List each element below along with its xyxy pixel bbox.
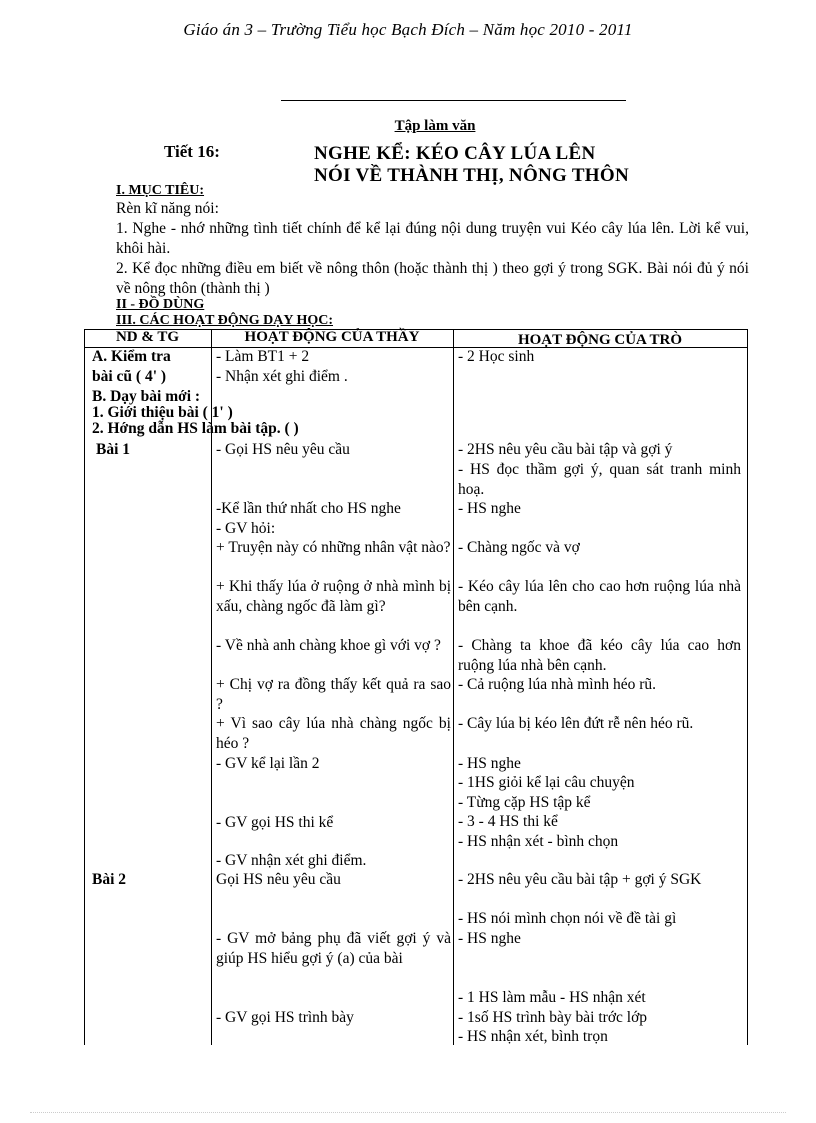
student-r9: - Cây lúa bị kéo lên đứt rễ nên héo rũ. [458,715,694,732]
objective-1: 1. Nghe - nhớ những tình tiết chính để kể lại đúng nội dung truyện vui Kéo cây lúa lên. Lời kể vui, khôi hài. [116,220,749,257]
teacher-r14: Gọi HS nêu yêu cầu [216,871,341,888]
student-r10: - HS nghe [458,755,521,772]
col1-new-lesson: B. Dạy bài mới : [92,388,201,405]
teacher-r2: - Nhận xét ghi điểm . [216,368,348,385]
teacher-r10: + Vì sao cây lúa nhà chàng ngốc bị héo ? [216,715,451,752]
student-r13: - 3 - 4 HS thi kể [458,813,558,830]
teacher-r1: - Làm BT1 + 2 [216,348,310,365]
student-r16: - HS nói mình chọn nói về đề tài gì [458,910,677,927]
activities-table [84,329,748,1045]
teacher-r3: - Gọi HS nêu yêu cầu [216,441,350,458]
col1-guide: 2. Hớng dẫn HS làm bài tập. ( ) [92,420,299,437]
objectives-intro: Rèn kĩ năng nói: [116,200,219,217]
teacher-r8: - Về nhà anh chàng khoe gì với vợ ? [216,637,441,654]
col1-exercise-2: Bài 2 [92,871,127,888]
student-r2: - 2HS nêu yêu cầu bài tập và gợi ý [458,441,673,458]
teacher-r16: - GV gọi HS trình bày [216,1009,354,1026]
subject-title: Tập làm văn [394,118,476,134]
student-r8: - Cả ruộng lúa nhà mình héo rũ. [458,676,657,693]
student-r14: - HS nhận xét - bình chọn [458,833,619,850]
header-student-activity: HOẠT ĐỘNG CỦA TRÒ [517,332,683,348]
section-objectives: I. MỤC TIÊU: [116,183,205,198]
header-content-time: ND & TG [115,329,180,345]
header-divider [281,100,626,101]
teacher-r13: - GV nhận xét ghi điểm. [216,852,367,869]
teacher-r7: + Khi thấy lúa ở ruộng ở nhà mình bị xấu, chàng ngốc đã làm gì? [216,578,451,615]
student-r5: - Chàng ngốc và vợ [458,539,580,556]
teacher-r15: - GV mở bảng phụ đã viết gợi ý và giúp HS hiểu gợi ý (a) của bài [216,930,451,967]
teacher-r6: + Truyện này có những nhân vật nào? [216,539,451,556]
teacher-r11: - GV kể lại lần 2 [216,755,320,772]
table-border-right [747,329,748,1045]
student-r3: - HS đọc thầm gợi ý, quan sát tranh minh hoạ. [458,461,741,498]
student-r12: - Từng cặp HS tập kể [458,794,591,811]
student-r19: - 1số HS trình bày bài trớc lớp [458,1009,648,1026]
student-r15: - 2HS nêu yêu cầu bài tập + gợi ý SGK [458,871,702,888]
student-r18: - 1 HS làm mẫu - HS nhận xét [458,989,646,1006]
teacher-r4: -Kể lần thứ nhất cho HS nghe [216,500,401,517]
student-r6: - Kéo cây lúa lên cho cao hơn ruộng lúa nhà bên cạnh. [458,578,741,615]
document-header: Giáo án 3 – Trường Tiểu học Bạch Đích – Năm học 2010 - 2011 [183,20,633,39]
section-activities: III. CÁC HOẠT ĐỘNG DẠY HỌC: [116,313,334,328]
table-border-left [84,329,85,1045]
col1-review: A. Kiểm tra bài cũ ( 4' ) [92,348,171,385]
student-r20: - HS nhận xét, bình trọn [458,1028,608,1045]
section-materials: II - ĐỒ DÙNG [116,297,205,312]
col1-exercise-1: Bài 1 [96,441,131,458]
col1-intro: 1. Giới thiệu bài ( 1' ) [92,404,233,421]
student-r17: - HS nghe [458,930,521,947]
student-r7: - Chàng ta khoe đã kéo cây lúa cao hơn ruộng lúa nhà bên cạnh. [458,637,741,674]
teacher-r9: + Chị vợ ra đồng thấy kết quả ra sao ? [216,676,451,713]
lesson-title-line-2: NÓI VỀ THÀNH THỊ, NÔNG THÔN [314,165,629,186]
teacher-r12: - GV gọi HS thi kể [216,814,334,831]
student-r1: - 2 Học sinh [458,348,535,365]
student-r4: - HS nghe [458,500,521,517]
lesson-title-line-1: NGHE KỂ: KÉO CÂY LÚA LÊN [314,143,596,164]
teacher-r5: - GV hỏi: [216,520,276,537]
table-divider-2 [453,329,454,1045]
student-r11: - 1HS giỏi kể lại câu chuyện [458,774,635,791]
lesson-number: Tiết 16: [164,142,220,161]
page-footer-rule [30,1112,786,1113]
header-teacher-activity: HOẠT ĐỘNG CỦA THẦY [244,329,420,345]
objective-2: 2. Kể đọc những điều em biết về nông thôn (hoặc thành thị ) theo gợi ý trong SGK. Bài nói đủ ý nói về nông thôn (thành thị ) [116,260,749,297]
